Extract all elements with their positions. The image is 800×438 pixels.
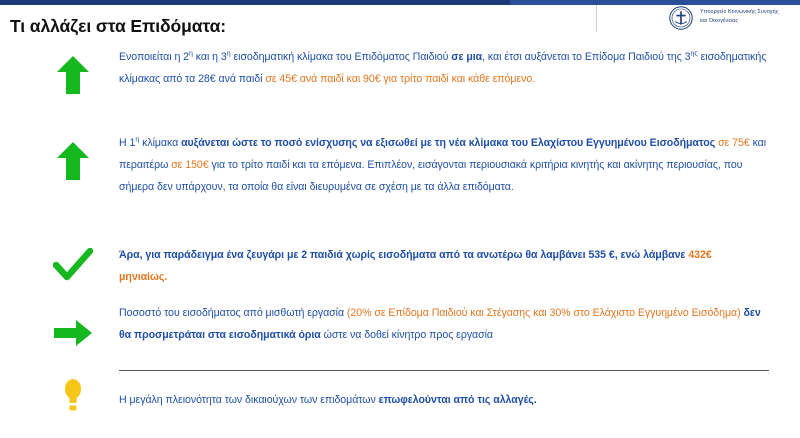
bullet-text-4: Ποσοστό του εισοδήματος από μισθωτή εργασία (20% σε Επίδομα Παιδιού και Στέγασης και 30% στο Ελάχιστο Εγγυημένο Εισόδημα) δεν θα προσμετράται στα εισοδηματικά όρια ώστε να δοθεί κίνητρο προς εργασία [119, 307, 761, 341]
slide-footer [0, 432, 800, 438]
header-accent-bar-left [0, 0, 510, 5]
ministry-name [700, 8, 796, 26]
ministry-name-line1: Υπουργείο Κοινωνικής Συνοχής [700, 9, 779, 15]
green-up-arrow-icon [50, 140, 96, 187]
page-title: Τι αλλάζει στα Επιδόματα: [10, 16, 226, 36]
green-check-icon [50, 248, 96, 287]
greek-coat-of-arms-icon [668, 5, 694, 31]
green-up-arrow-icon [50, 54, 96, 101]
bullet-text-5: Η μεγάλη πλειονότητα των δικαιούχων των επιδομάτων επωφελούνται από τις αλλαγές. [119, 394, 537, 406]
header-divider [596, 5, 597, 32]
bullet-text-3: Άρα, για παράδειγμα ένα ζευγάρι με 2 παιδιά χωρίς εισοδήματα από τα ανωτέρω θα λαμβάνει 535 €, ενώ λάμβανε 432€ μηνιαίως. [119, 249, 712, 283]
green-right-arrow-icon [50, 318, 96, 353]
ministry-name-line2: και Οικογένειας [700, 18, 739, 24]
yellow-lightbulb-icon [50, 378, 96, 417]
section-divider-rule [119, 370, 769, 371]
bullet-text-1: Ενοποιείται η $2^\eta$ και η $3^\eta$ εισοδηματική κλίμακα του Επιδόματος Παιδιού σε μια, και έτσι αυξάνεται το Επίδομα Παιδιού της $3^{\eta\varsigma}$ εισοδηματικής κλίμακας από τα 28€ ανά παιδί σε 45€ ανά παιδί και 90€ για τρίτο παιδί και κάθε επόμενο. [119, 50, 767, 85]
header-accent-bar-right [510, 0, 800, 5]
bullet-text-2: Η $1^\eta$ κλίμακα αυξάνεται ώστε το ποσό ενίσχυσης να εξισωθεί με τη νέα κλίμακα του Ελαχίστου Εγγυημένου Εισοδήματος σε 75€ και περαιτέρω σε 150€ για το τρίτο παιδί και τα επόμενα. Επιπλέον, εισάγονται περιουσιακά κριτήρια κινητής και ακίνητης περιουσίας, που σήμερα δεν υπάρχουν, τα οποία θα είναι διευρυμένα σε σχέση με τα άλλα επιδόματα. [119, 136, 767, 193]
